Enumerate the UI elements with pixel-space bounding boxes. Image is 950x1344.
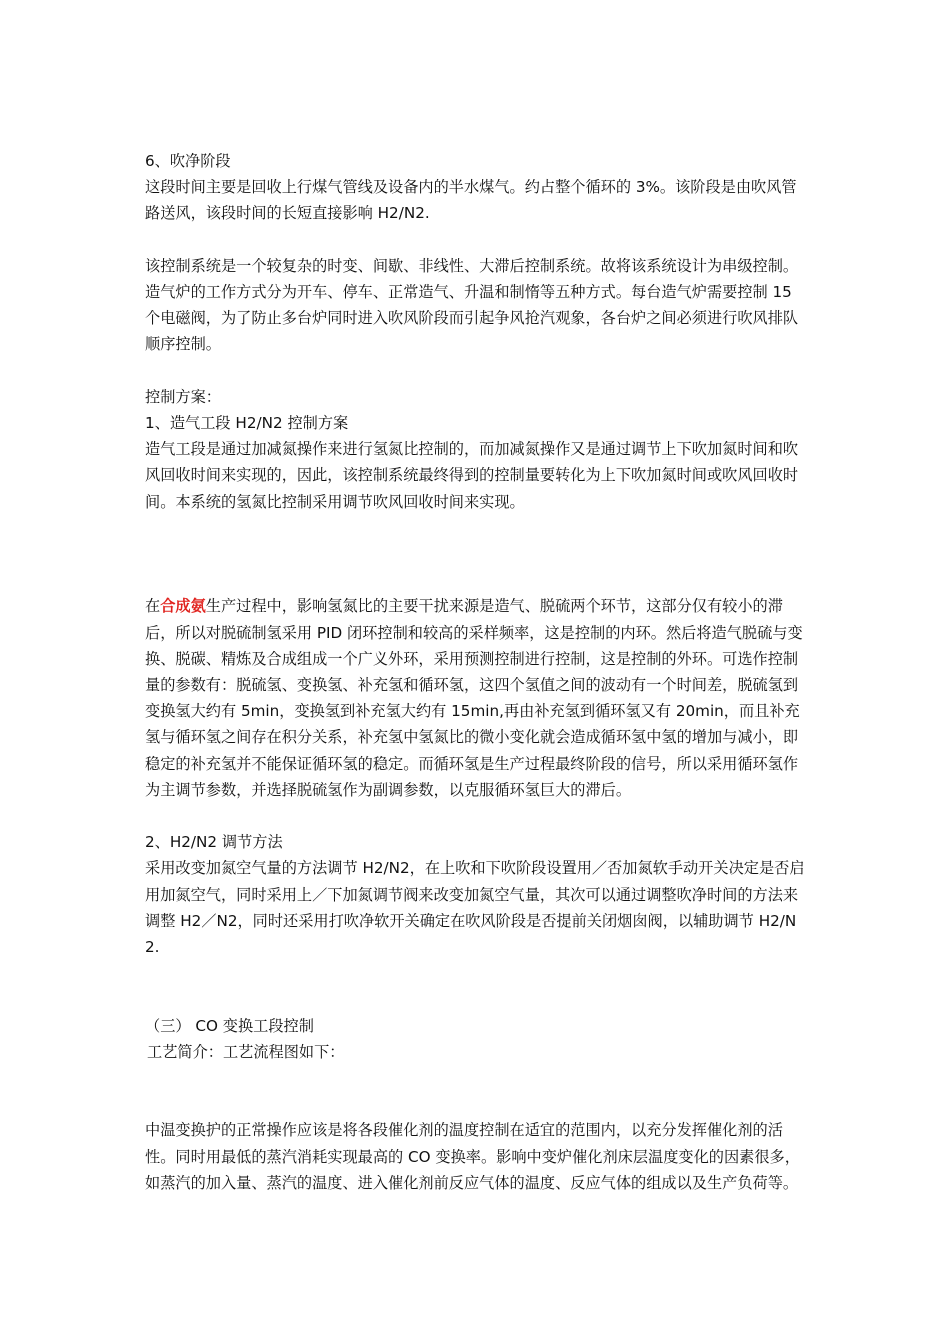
plan-title: 控制方案： [145,387,221,406]
spacer [145,227,807,253]
spacer [145,567,807,593]
synthesis-paragraph [145,593,807,803]
synthesis-rest: 生产过程中，影响氢氮比的主要干扰来源是造气、脱硫两个环节，这部分仅有较小的滞后，所以对脱硫制氢采用 PID 闭环控制和较高的采样频率，这是控制的内环。然后将造气脱硫与变换、脱碳、精炼及合成组成一个广义外环，采用预测控制进行控制，这是控制的外环。可选作控制量的参数有：脱硫氢、变换氢、补充氢和循环氢，这四个氢值之间的波动有一个时间差，脱硫氢到变换氢大约有 5min，变换氢到补充氢大约有 15min,再由补充氢到循环氢又有 20min，而且补充氢与循环氢之间存在积分关系，补充氢中氢氮比的微小变化就会造成循环氢中氢的增加与减小，即稳定的补充氢并不能保证循环氢的稳定。而循环氢是生产过程最终阶段的信号，所以采用循环氢作为主调节参数，并选择脱硫氢作为副调参数，以克服循环氢巨大的滞后。 [145,597,803,799]
co-intro: 工艺简介：工艺流程图如下： [147,1042,345,1061]
spacer [145,541,807,567]
spacer [145,1065,807,1091]
section6-title: 6、吹净阶段 [145,152,231,170]
section6-body: 这段时间主要是回收上行煤气管线及设备内的半水煤气。约占整个循环的 3%。该阶段是由吹风管路送风，该段时间的长短直接影响 H2/N2. [145,178,797,223]
spacer [145,515,807,541]
spacer [145,803,807,829]
synthesis-prefix: 在 [145,597,161,616]
plan2-title: 2、H2/N2 调节方法 [145,833,283,852]
spacer [145,986,807,1012]
plan1-body: 造气工段是通过加减氮操作来进行氢氮比控制的，而加减氮操作又是通过调节上下吹加氮时间和吹风回收时间来实现的，因此，该控制系统最终得到的控制量要转化为上下吹加氮时间或吹风回收时间。本系统的氢氮比控制采用调节吹风回收时间来实现。 [145,440,799,511]
synthesis-highlight-link[interactable]: 合成氨 [160,597,206,616]
spacer [145,358,807,384]
document-page [145,148,807,1196]
co-body: 中温变换护的正常操作应该是将各段催化剂的温度控制在适宜的范围内，以充分发挥催化剂的活性。同时用最低的蒸汽消耗实现最高的 CO 变换率。影响中变炉催化剂床层温度变化的因素很多，如蒸汽的加入量、蒸汽的温度、进入催化剂前反应气体的温度、反应气体的组成以及生产负荷等。 [145,1121,800,1192]
system-paragraph-1: 该控制系统是一个较复杂的时变、间歇、非线性、大滞后控制系统。故将该系统设计为串级控制。 [145,256,799,275]
co-section-title: （三） CO 变换工段控制 [145,1016,314,1035]
spacer [145,960,807,986]
plan2-body: 采用改变加氮空气量的方法调节 H2/N2，在上吹和下吹阶段设置用／否加氮软手动开关决定是否启用加氮空气，同时采用上／下加氮调节阀来改变加氮空气量，其次可以通过调整吹净时间的方法来调整 H2／N2，同时还采用打吹净软开关确定在吹风阶段是否提前关闭烟囱阀，以辅助调节 H2/N2. [145,859,805,956]
spacer [145,1091,807,1117]
system-paragraph-2: 造气炉的工作方式分为开车、停车、正常造气、升温和制惰等五种方式。每台造气炉需要控制 15 个电磁阀，为了防止多台炉同时进入吹风阶段而引起争风抢汽观象，各台炉之间必须进行吹风排队顺序控制。 [145,283,799,354]
plan1-title: 1、造气工段 H2/N2 控制方案 [145,414,349,432]
